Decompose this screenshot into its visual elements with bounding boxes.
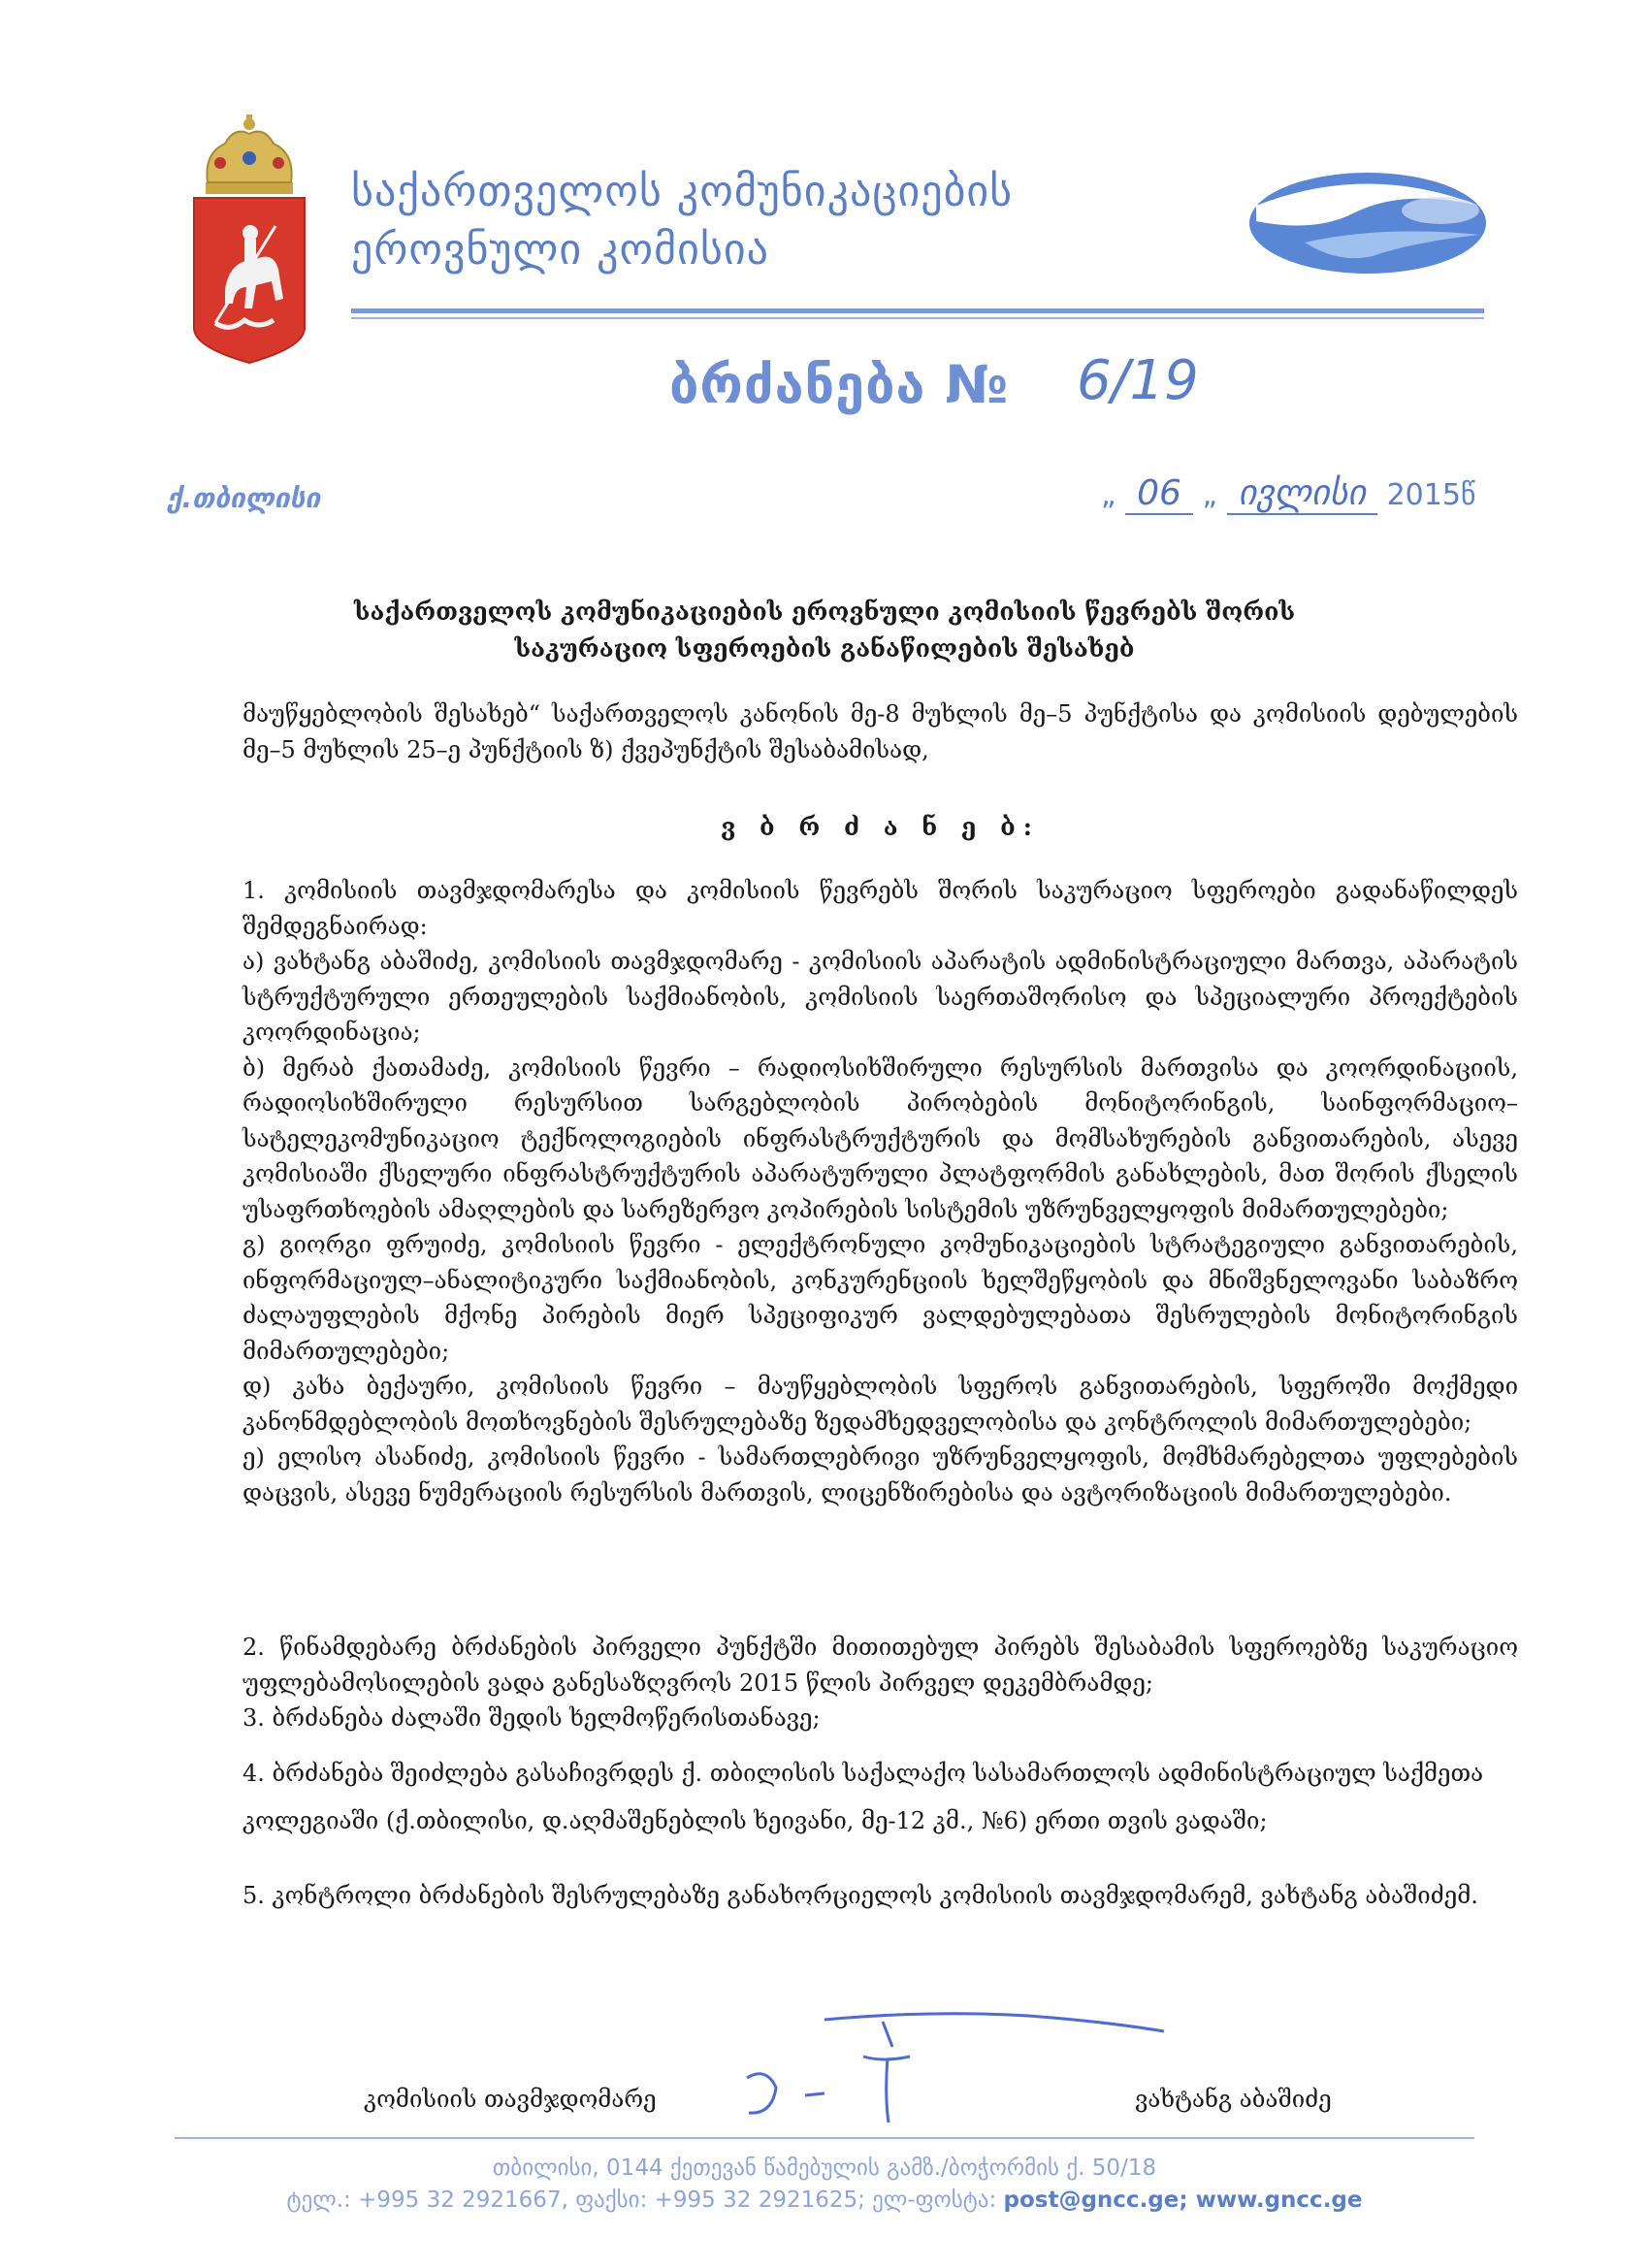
order-date [1101, 473, 1475, 513]
signatory-name: ვახტანგ აბაშიძე [1135, 2086, 1332, 2113]
gncc-logo [1246, 167, 1489, 275]
item-5: 5. კონტროლი ბრძანების შესრულებაზე განახორციელოს კომისიის თავმჯდომარემ, ვახტანგ აბაშიძემ. [242, 1882, 1478, 1909]
item-1-text: 1. კომისიის თავმჯდომარესა და კომისიის წევრებს შორის საკურაციო სფეროები გადანაწილდეს შემდეგნაირად: [242, 877, 1518, 940]
intro-paragraph: მაუწყებლობის შესახებ“ საქართველოს კანონის მე-8 მუხლის მე–5 პუნქტისა და კომისიის დებულების მე–5 მუხლის 25–ე პუნქტიის ზ) ქვეპუნქტის შესაბამისად, [242, 700, 1518, 763]
subject-line2: საკურაციო სფეროების განაწილების შესახებ [514, 634, 1135, 663]
date-month: ივლისი [1227, 473, 1377, 515]
date-close-quote: „ [1202, 478, 1217, 512]
handwritten-signature [737, 2008, 1183, 2134]
item-2-3 [242, 1630, 1518, 1736]
georgia-coat-of-arms [186, 114, 312, 365]
item-2: 2. წინამდებარე ბრძანების პირველი პუნქტში მითითებულ პირებს შესაბამის სფეროებზე საკურაციო უფლებამოსილების ვადა განესაზღვროს 2015 წლის პირველ დეკემბრამდე; [242, 1634, 1518, 1697]
subject-line1: საქართველოს კომუნიკაციების ეროვნული კომისიის წევრებს შორის [353, 598, 1296, 626]
item-1b: ბ) მერაბ ქათამაძე, კომისიის წევრი – რადიოსიხშირული რესურსის მართვისა და კოორდინაციის, რადიოსიხშირული რესურსით სარგებლობის პირობების მონიტორინგის, საინფორმაციო–სატელეკომუნიკაციო ტექნოლოგიების ინფრასტრუქტურის და მომსახურების განვითარების, ასევე კომისიაში ქსელური ინფრასტრუქტურის აპარატურული პლატფორმის განახლების, მათ შორის ქსელის უსაფრთხოების ამაღლების და სარეზერვო კოპირების სისტემის უზრუნველყოფის მიმართულებები; [242, 1053, 1518, 1223]
item-1d: დ) კახა ბექაური, კომისიის წევრი – მაუწყებლობის სფეროს განვითარების, სფეროში მოქმედი კანონმდებლობის მოთხოვნების შესრულებაზე ზედამხედველობისა და კონტროლის მიმართულებები; [242, 1373, 1518, 1436]
footer-address: თბილისი, 0144 ქეთევან წამებულის გამზ./ბოჭორმის ქ. 50/18 [492, 2155, 1157, 2181]
city: ქ.თბილისი [167, 482, 321, 514]
decree-heading: ვ ბ რ ძ ა ნ ე ბ: [721, 813, 1040, 841]
order-number: 6/19 [1077, 349, 1199, 412]
item-3: 3. ბრძანება ძალაში შედის ხელმოწერისთანავე; [242, 1704, 821, 1732]
item-4 [242, 1756, 1518, 1838]
item-4-line1: 4. ბრძანება შეიძლება გასაჩივრდეს ქ. თბილისის საქალაქო სასამართლოს ადმინისტრაციულ საქმეთა [242, 1760, 1484, 1787]
date-day: 06 [1125, 473, 1193, 515]
footer-email-web[interactable]: post@gncc.ge; www.gncc.ge [1003, 2187, 1363, 2213]
date-open-quote: „ [1101, 478, 1116, 512]
org-name-line1: საქართველოს კომუნიკაციების [351, 167, 1014, 216]
item-1e: ე) ელისო ასანიძე, კომისიის წევრი - სამართლებრივი უზრუნველყოფის, მომხმარებელთა უფლებების დაცვის, ასევე ნუმერაციის რესურსის მართვის, ლიცენზირებისა და ავტორიზაციის მიმართულებები. [242, 1443, 1518, 1507]
signatory-title: კომისიის თავმჯდომარე [364, 2086, 657, 2113]
org-name [351, 163, 1244, 279]
date-year: 2015წ [1386, 478, 1476, 512]
header-divider [351, 308, 1484, 320]
footer-phone-fax: ტელ.: +995 32 2921667, ფაქსი: +995 32 2921625; ელ-ფოსტა: [286, 2187, 997, 2213]
footer-divider [175, 2137, 1474, 2139]
org-name-line2: ეროვნული კომისია [351, 225, 769, 275]
order-title: ბრძანება № [669, 354, 1010, 415]
order-subject [242, 594, 1406, 667]
item-4-line2: კოლეგიაში (ქ.თბილისი, დ.აღმაშენებლის ხეივანი, მე-12 კმ., №6) ერთი თვის ვადაში; [242, 1806, 1268, 1834]
footer-contacts [175, 2187, 1474, 2213]
item-1a: ა) ვახტანგ აბაშიძე, კომისიის თავმჯდომარე - კომისიის აპარატის ადმინისტრაციული მართვა, აპარატის სტრუქტურული ერთეულების საქმიანობის, კომისიის საერთაშორისო და სპეციალური პროექტების კოორდინაცია; [242, 948, 1518, 1046]
item-1c: გ) გიორგი ფრუიძე, კომისიის წევრი - ელექტრონული კომუნიკაციების სტრატეგიული განვითარების, ინფორმაციულ–ანალიტიკური საქმიანობის, კონკურენციის ხელშეწყობის და მნიშვნელოვანი საბაზრო ძალაუფლების მქონე პირების მიერ სპეციფიკურ ვალდებულებათა შესრულების მონიტორინგის მიმართულებები; [242, 1231, 1518, 1365]
item-1 [242, 873, 1518, 1510]
